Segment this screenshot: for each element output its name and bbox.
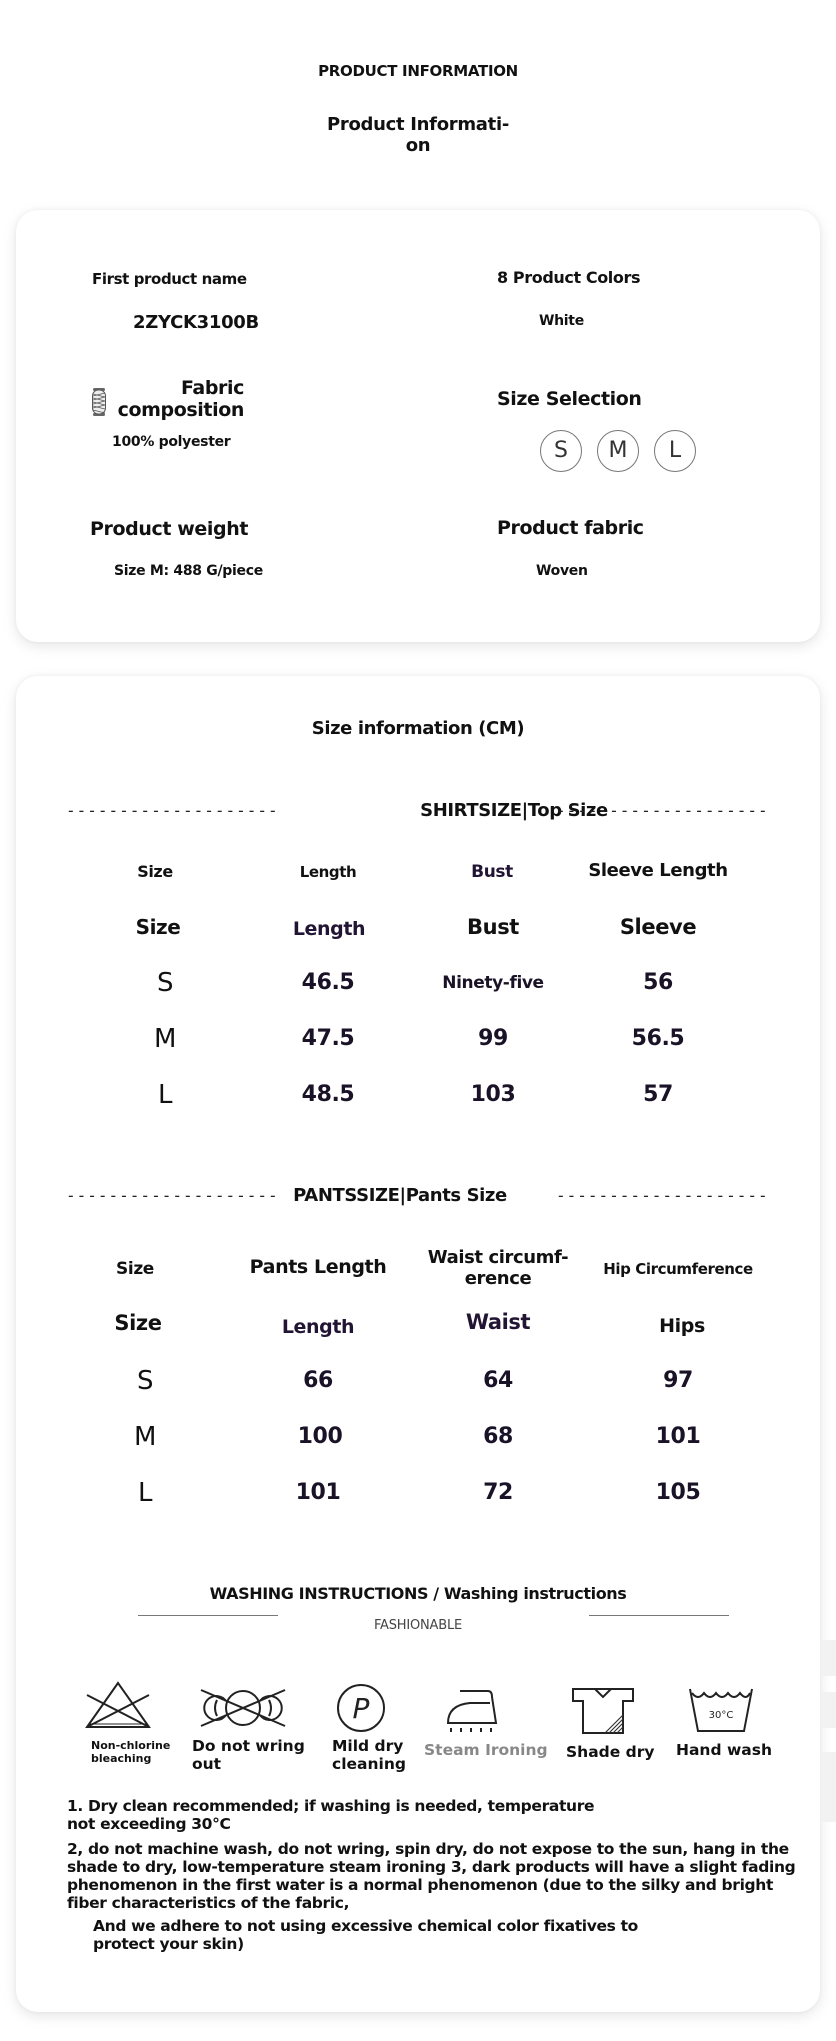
divider-dashes-right: -------------------- bbox=[556, 1186, 769, 1205]
pants-header-hip: Hip Circumference bbox=[603, 1260, 753, 1278]
label-line-1: Non-chlorine bbox=[91, 1739, 171, 1752]
shirt-subheader-sleeve: Sleeve bbox=[619, 915, 697, 939]
cell-length: 66 bbox=[303, 1368, 333, 1393]
no-wring-icon bbox=[199, 1686, 287, 1734]
waist-header-line-1: Waist circumf- bbox=[427, 1247, 569, 1268]
fabric-label-line-1: Fabric bbox=[180, 377, 244, 399]
pants-subheader-hips: Hips bbox=[659, 1315, 705, 1337]
divider-dashes-left: -------------------- bbox=[66, 801, 279, 820]
cell-bust: 103 bbox=[470, 1082, 516, 1107]
shirt-header-length: Length bbox=[299, 863, 357, 881]
cell-size: M bbox=[133, 1422, 157, 1452]
washing-divider-left bbox=[138, 1615, 278, 1616]
note-line: fiber characteristics of the fabric, bbox=[67, 1894, 350, 1912]
pants-header-size: Size bbox=[116, 1259, 154, 1279]
divider-dashes-right: -------------------- bbox=[556, 801, 769, 820]
hand-wash-label: Hand wash bbox=[676, 1741, 772, 1759]
size-option-l[interactable]: L bbox=[654, 430, 696, 472]
no-bleach-label bbox=[91, 1740, 170, 1765]
shirt-header-sleeve-length: Sleeve Length bbox=[588, 860, 728, 881]
cell-bust: Ninety-five bbox=[442, 973, 544, 993]
washing-note-2 bbox=[67, 1840, 795, 1912]
product-colors-value: White bbox=[539, 313, 584, 329]
product-weight-label: Product weight bbox=[90, 518, 248, 540]
shirt-header-bust: Bust bbox=[471, 862, 513, 882]
size-info-title: Size information (CM) bbox=[311, 718, 525, 739]
page-title: PRODUCT INFORMATION bbox=[318, 62, 518, 80]
fabric-composition-value: 100% polyester bbox=[112, 434, 231, 450]
product-fabric-label: Product fabric bbox=[497, 517, 644, 539]
note-line: phenomenon in the first water is a normal phenomenon (due to the silky and bright bbox=[67, 1876, 774, 1894]
svg-text:P: P bbox=[352, 1692, 370, 1725]
edge-strip bbox=[822, 1752, 836, 1822]
product-name-label: First product name bbox=[92, 270, 247, 288]
label-line-1: Do not wring bbox=[192, 1737, 305, 1755]
shade-dry-icon bbox=[571, 1687, 635, 1739]
no-bleach-icon bbox=[83, 1681, 153, 1735]
edge-strip bbox=[822, 1692, 836, 1728]
washing-title: WASHING INSTRUCTIONS / Washing instructions bbox=[209, 1584, 627, 1603]
note-line: not exceeding 30°C bbox=[67, 1815, 231, 1833]
note-line: protect your skin) bbox=[93, 1935, 244, 1953]
cell-hips: 101 bbox=[655, 1424, 701, 1449]
cell-waist: 72 bbox=[483, 1480, 513, 1505]
note-line: 1. Dry clean recommended; if washing is needed, temperature bbox=[67, 1797, 595, 1815]
cell-sleeve: 56 bbox=[643, 970, 673, 995]
cell-length: 46.5 bbox=[301, 970, 355, 995]
cell-length: 101 bbox=[295, 1480, 341, 1505]
cell-length: 48.5 bbox=[301, 1082, 355, 1107]
cell-sleeve: 57 bbox=[643, 1082, 673, 1107]
cell-length: 100 bbox=[297, 1424, 343, 1449]
shade-dry-label: Shade dry bbox=[566, 1743, 655, 1761]
washing-note-3 bbox=[93, 1917, 638, 1953]
size-selection-label: Size Selection bbox=[497, 388, 642, 410]
shirt-subheader-length: Length bbox=[292, 918, 366, 940]
pants-subheader-size: Size bbox=[114, 1311, 162, 1335]
cell-size: S bbox=[136, 1366, 154, 1396]
pants-subheader-length: Length bbox=[281, 1316, 355, 1338]
pants-header-length: Pants Length bbox=[249, 1256, 387, 1278]
fabric-label-line-2: composition bbox=[117, 399, 244, 421]
cell-length: 47.5 bbox=[301, 1026, 355, 1051]
shirt-subheader-bust: Bust bbox=[467, 915, 519, 939]
dry-clean-label bbox=[332, 1738, 406, 1774]
label-line-2: bleaching bbox=[91, 1751, 152, 1765]
fabric-composition-label bbox=[110, 377, 244, 421]
hand-wash-temp: 30°C bbox=[708, 1710, 734, 1721]
edge-strip bbox=[822, 1640, 836, 1676]
cell-size: L bbox=[137, 1478, 153, 1508]
note-line: 2, do not machine wash, do not wring, spin dry, do not expose to the sun, hang in the bbox=[67, 1840, 789, 1858]
subtitle-line-1: Product Informati- bbox=[326, 114, 509, 135]
cell-waist: 64 bbox=[483, 1368, 513, 1393]
size-option-m[interactable]: M bbox=[597, 430, 639, 472]
steam-iron-icon bbox=[444, 1689, 502, 1739]
label-line-1: Mild dry bbox=[332, 1737, 404, 1755]
cell-size: L bbox=[157, 1080, 173, 1110]
shirt-header-size: Size bbox=[137, 862, 173, 881]
cell-sleeve: 56.5 bbox=[631, 1026, 685, 1051]
note-line: And we adhere to not using excessive chemical color fixatives to bbox=[93, 1917, 638, 1935]
product-fabric-value: Woven bbox=[536, 563, 588, 579]
product-weight-value: Size M: 488 G/piece bbox=[114, 563, 263, 579]
dry-clean-p-icon bbox=[336, 1683, 386, 1737]
steam-iron-label: Steam Ironing bbox=[424, 1741, 548, 1759]
product-name-value: 2ZYCK3100B bbox=[133, 312, 259, 333]
cell-size: S bbox=[156, 968, 174, 998]
shirt-subheader-size: Size bbox=[135, 915, 181, 939]
hand-wash-icon bbox=[688, 1687, 754, 1737]
washing-subtitle: FASHIONABLE bbox=[373, 1618, 463, 1633]
page-subtitle bbox=[0, 114, 836, 156]
cell-waist: 68 bbox=[483, 1424, 513, 1449]
cell-bust: 99 bbox=[478, 1026, 508, 1051]
pants-header-waist bbox=[418, 1247, 578, 1289]
cell-hips: 105 bbox=[655, 1480, 701, 1505]
cell-hips: 97 bbox=[663, 1368, 693, 1393]
subtitle-line-2: on bbox=[405, 135, 431, 156]
shirt-size-title: SHIRTSIZE|Top Size bbox=[420, 800, 608, 821]
waist-header-line-2: erence bbox=[464, 1268, 532, 1289]
pants-size-title: PANTSSIZE|Pants Size bbox=[293, 1185, 507, 1206]
washing-note-1 bbox=[67, 1797, 594, 1833]
product-colors-label: 8 Product Colors bbox=[497, 268, 641, 287]
note-line: shade to dry, low-temperature steam ironing 3, dark products will have a slight fading bbox=[67, 1858, 796, 1876]
label-line-2: cleaning bbox=[332, 1754, 406, 1773]
washing-divider-right bbox=[589, 1615, 729, 1616]
thread-spool-icon bbox=[91, 387, 107, 421]
label-line-2: out bbox=[192, 1754, 222, 1773]
pants-subheader-waist: Waist bbox=[465, 1310, 531, 1334]
cell-size: M bbox=[153, 1024, 177, 1054]
no-wring-label bbox=[192, 1738, 305, 1774]
divider-dashes-left: -------------------- bbox=[66, 1186, 279, 1205]
size-option-s[interactable]: S bbox=[540, 430, 582, 472]
